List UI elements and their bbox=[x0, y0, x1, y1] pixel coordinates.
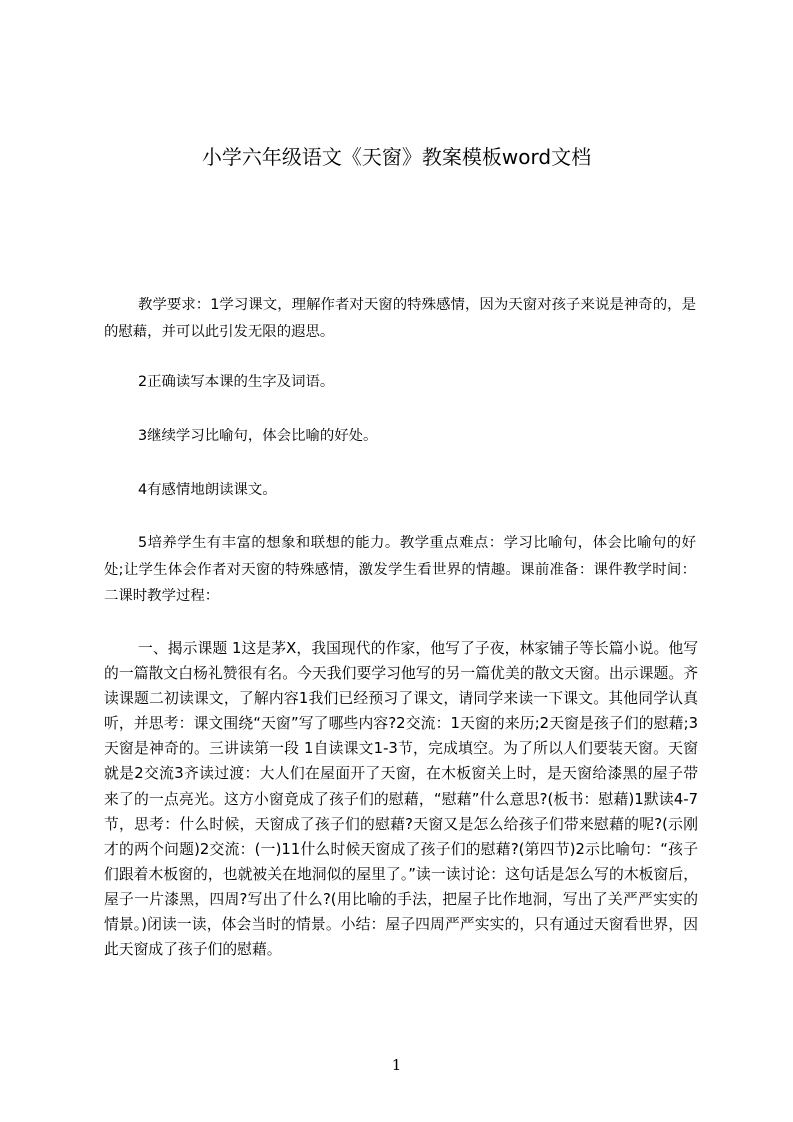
document-title: 小学六年级语文《天窗》教案模板word文档 bbox=[201, 145, 592, 169]
paragraph-teaching-requirements: 教学要求：1学习课文，理解作者对天窗的特殊感情，因为天窗对孩子来说是神奇的，是的慰藉，并可以此引发无限的遐思。 bbox=[104, 297, 696, 340]
paragraph-requirement-3: 3继续学习比喻句，体会比喻的好处。 bbox=[138, 428, 378, 444]
page-number: 1 bbox=[391, 1056, 402, 1074]
paragraph-requirement-4: 4有感情地朗读课文。 bbox=[138, 482, 277, 498]
paragraph-teaching-process: 一、揭示课题 1这是茅X，我国现代的作家，他写了子夜，林家铺子等长篇小说。他写的一篇散文白杨礼赞很有名。今天我们要学习他写的另一篇优美的散文天窗。出示课题。齐读课题二初读课文，了解内容1我们已经预习了课文，请同学来读一下课文。其他同学认真听，并思考：课文围绕“天窗”写了哪些内容?2交流：1天窗的来历;2天窗是孩子们的慰藉;3天窗是神奇的。三讲读第一段 1自读课文1-3节，完成填空。为了所以人们要装天窗。天窗就是2交流3齐读过渡：大人们在屋面开了天窗，在木板窗关上时，是天窗给漆黑的屋子带来了的一点亮光。这方小窗竟成了孩子们的慰藉，“慰藉”什么意思?(板书：慰藉)1默读4-7节，思考：什么时候，天窗成了孩子们的慰藉?天窗又是怎么给孩子们带来慰藉的呢?(示刚才的两个问题)2交流：(一)11什么时候天窗成了孩子们的慰藉?(第四节)2示比喻句：“孩子们跟着木板窗的，也就被关在地洞似的屋里了。”读一读讨论：这句话是怎么写的木板窗后，屋子一片漆黑，四周?写出了什么?(用比喻的手法，把屋子比作地洞，写出了关严严实实的情景。)闭读一读，体会当时的情景。小结：屋子四周严严实实的，只有通过天窗看世界，因此天窗成了孩子们的慰藉。 bbox=[104, 640, 698, 959]
paragraph-requirement-2: 2正确读写本课的生字及词语。 bbox=[138, 374, 335, 390]
paragraph-requirement-5: 5培养学生有丰富的想象和联想的能力。教学重点难点：学习比喻句，体会比喻句的好处;让学生体会作者对天窗的特殊感情，激发学生看世界的情趣。课前准备：课件教学时间：二课时教学过程： bbox=[104, 535, 696, 604]
